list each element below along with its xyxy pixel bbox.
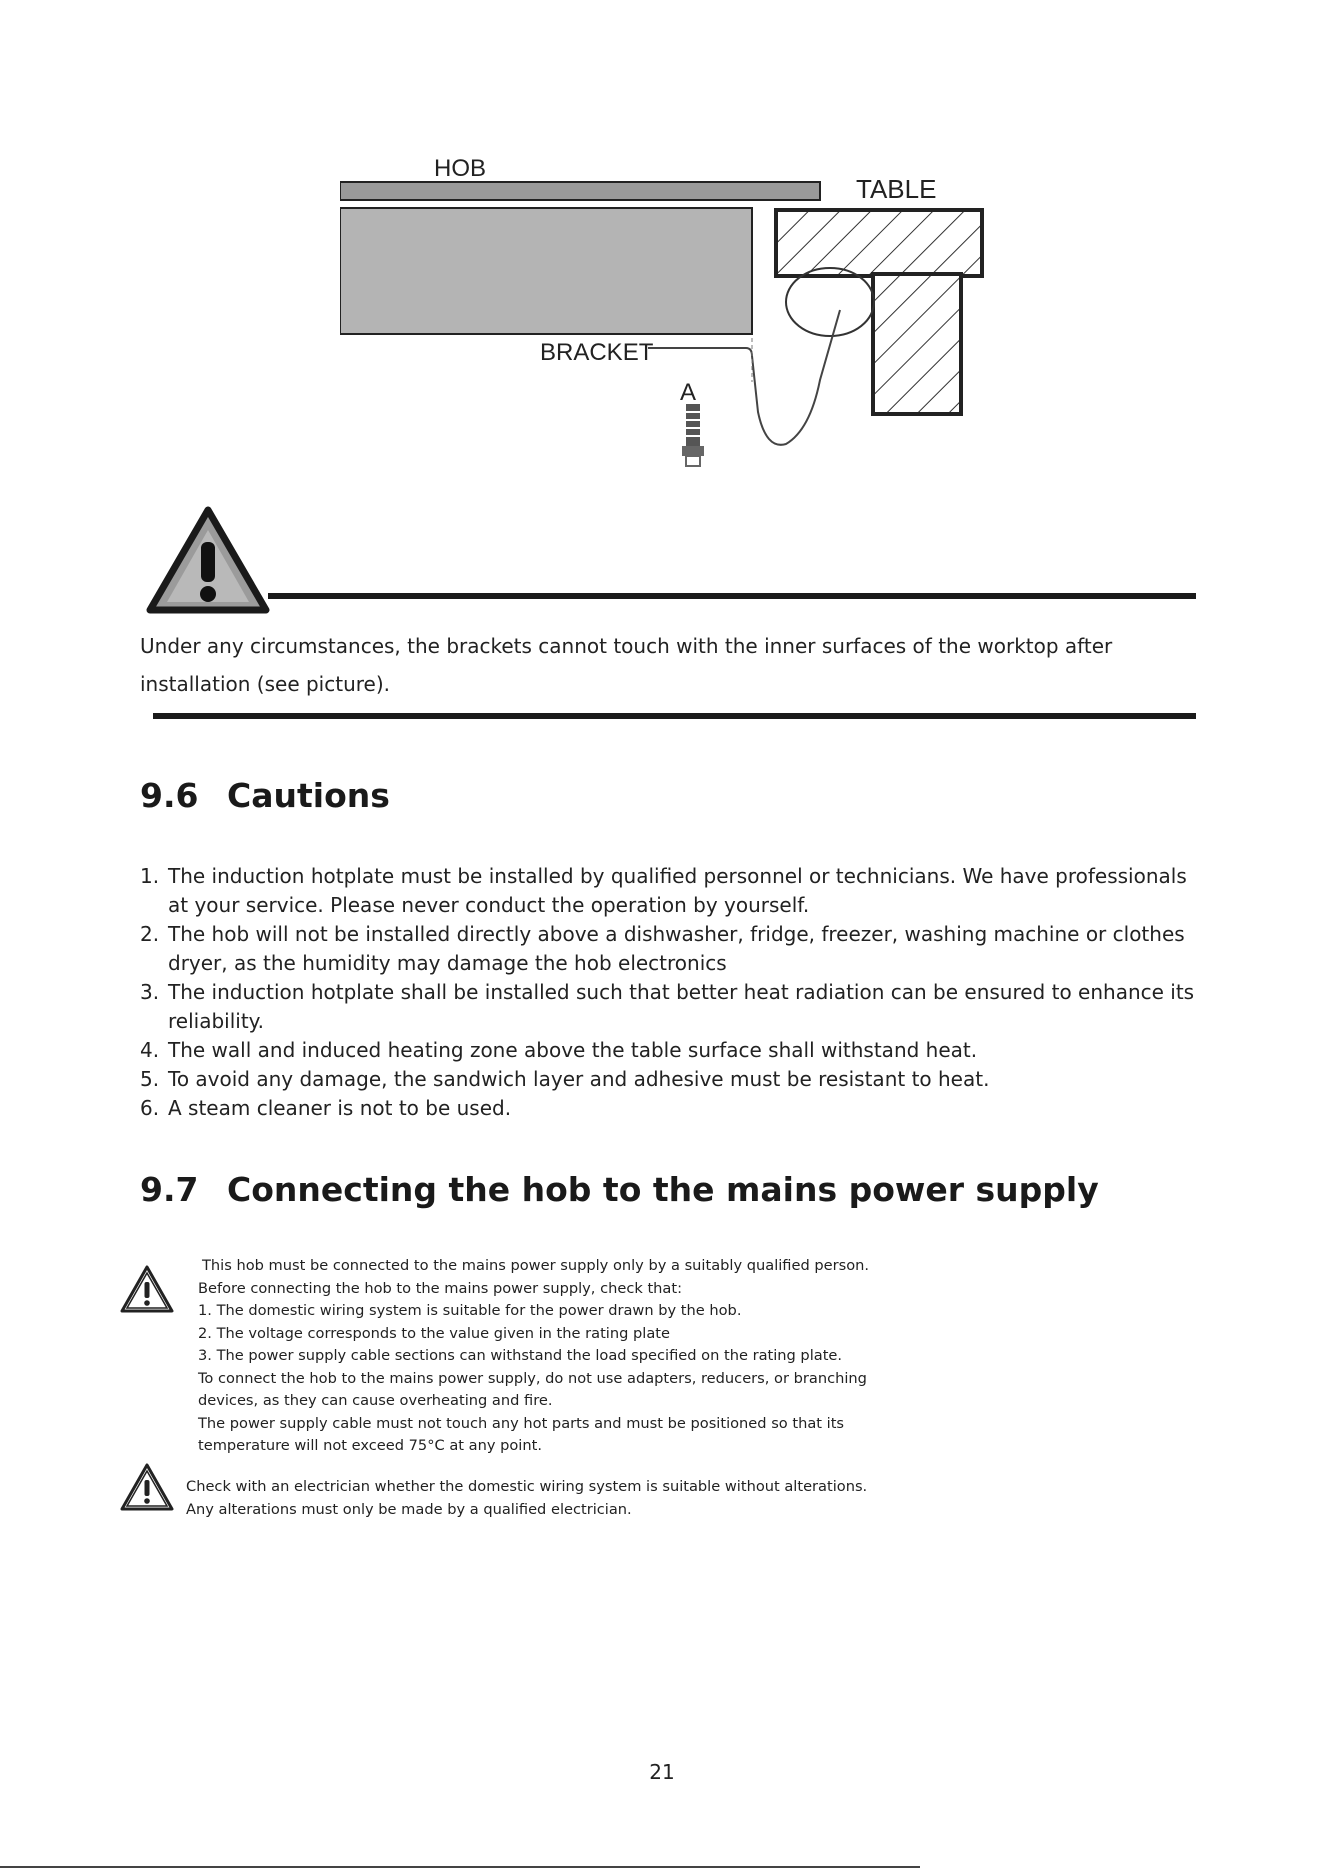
- footer-line: [0, 1866, 920, 1868]
- section-title: Connecting the hob to the mains power supply: [227, 1170, 1099, 1209]
- list-item-line: reliability.: [168, 1009, 265, 1033]
- page-number: 21: [649, 1760, 675, 1784]
- warning-line: temperature will not exceed 75°C at any point.: [198, 1437, 542, 1454]
- list-item-line: The wall and induced heating zone above the table surface shall withstand heat.: [168, 1038, 978, 1062]
- screw: [682, 404, 704, 466]
- warning-line: The power supply cable must not touch any hot parts and must be positioned so that its: [198, 1414, 845, 1432]
- check-line: Any alterations must only be made by a qualified electrician.: [186, 1500, 632, 1518]
- list-item: [140, 1094, 1200, 1123]
- electrician-check-text: [186, 1476, 1006, 1521]
- list-item-line: The induction hotplate shall be installed such that better heat radiation can be ensured to enhance its: [168, 980, 1195, 1004]
- list-item-number: 5.: [140, 1067, 160, 1091]
- warning-text: [140, 627, 1200, 703]
- check-line: Check with an electrician whether the domestic wiring system is suitable without alterations.: [186, 1478, 868, 1495]
- warning-line: This hob must be connected to the mains power supply only by a suitably qualified person.: [202, 1257, 870, 1274]
- list-item-number: 1.: [140, 864, 160, 888]
- list-item-number: 4.: [140, 1038, 160, 1062]
- warning-line: Before connecting the hob to the mains power supply, check that:: [198, 1279, 683, 1297]
- warning-triangle-icon: [119, 1264, 175, 1314]
- list-item: [140, 920, 1200, 978]
- table-leg: [873, 274, 961, 414]
- warning-rule-bottom: [153, 713, 1196, 719]
- hob-top-plate: [340, 182, 820, 200]
- warning-line: To connect the hob to the mains power supply, do not use adapters, reducers, or branching: [198, 1369, 867, 1387]
- cautions-list: [140, 862, 1200, 1123]
- list-item: [140, 978, 1200, 1036]
- list-item-number: 3.: [140, 980, 160, 1004]
- section-heading-cautions: [140, 776, 390, 815]
- warning-line: installation (see picture).: [140, 672, 390, 696]
- hob-body: [340, 208, 752, 334]
- table-top: [776, 210, 982, 276]
- warning-rule-top: [268, 593, 1196, 599]
- warning-line: 1. The domestic wiring system is suitable for the power drawn by the hob.: [198, 1302, 742, 1319]
- list-item-line: To avoid any damage, the sandwich layer and adhesive must be resistant to heat.: [168, 1067, 990, 1091]
- warning-line: 3. The power supply cable sections can withstand the load specified on the rating plate.: [198, 1347, 843, 1364]
- list-item: [140, 1065, 1200, 1094]
- list-item-line: The induction hotplate must be installed by qualified personnel or technicians. We have professionals: [168, 864, 1187, 888]
- warning-line: Under any circumstances, the brackets cannot touch with the inner surfaces of the worktop after: [140, 634, 1113, 658]
- list-item-number: 6.: [140, 1096, 160, 1120]
- warning-line: 2. The voltage corresponds to the value given in the rating plate: [198, 1324, 670, 1342]
- warning-line: devices, as they can cause overheating and fire.: [198, 1392, 553, 1409]
- list-item-line: The hob will not be installed directly above a dishwasher, fridge, freezer, washing machine or clothes: [168, 922, 1185, 946]
- list-item-number: 2.: [140, 922, 160, 946]
- contact-highlight: [786, 268, 874, 336]
- label-table: TABLE: [856, 174, 937, 204]
- list-item: [140, 862, 1200, 920]
- installation-diagram: [340, 150, 1000, 485]
- warning-triangle-icon: [119, 1462, 175, 1512]
- section-heading-connecting: [140, 1170, 1099, 1209]
- list-item-line: at your service. Please never conduct the operation by yourself.: [168, 893, 810, 917]
- list-item: [140, 1036, 1200, 1065]
- list-item-line: dryer, as the humidity may damage the hob electronics: [168, 951, 727, 975]
- warning-triangle-icon: [146, 506, 270, 616]
- label-hob: HOB: [434, 155, 487, 182]
- label-point-a: A: [680, 379, 697, 406]
- connection-warning-text: [198, 1255, 1018, 1458]
- section-title: Cautions: [227, 776, 390, 815]
- section-number: 9.7: [140, 1170, 199, 1209]
- section-number: 9.6: [140, 776, 199, 815]
- list-item-line: A steam cleaner is not to be used.: [168, 1096, 512, 1120]
- label-bracket: BRACKET: [540, 339, 654, 366]
